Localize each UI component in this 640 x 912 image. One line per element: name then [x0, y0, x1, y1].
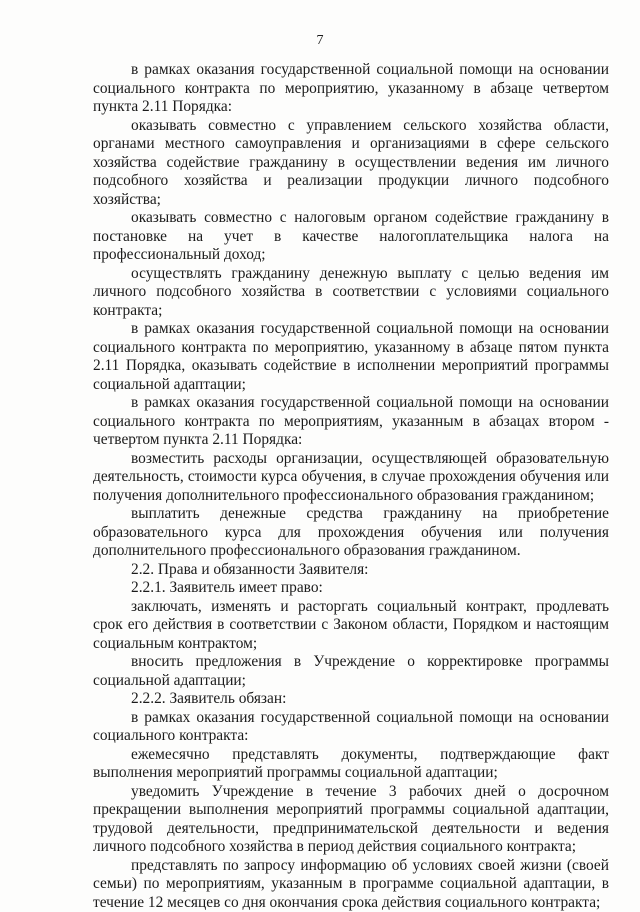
paragraph: в рамках оказания государственной социальной помощи на основании социального контракта:: [93, 709, 609, 746]
section-heading: 2.2. Права и обязанности Заявителя:: [93, 561, 609, 580]
paragraph: ежемесячно представлять документы, подтверждающие факт выполнения мероприятий программы социальной адаптации;: [93, 746, 609, 783]
paragraph: оказывать совместно с налоговым органом содействие гражданину в постановке на учет в качестве налогоплательщика налога на профессиональный доход;: [93, 209, 609, 265]
paragraph: в рамках оказания государственной социальной помощи на основании социального контракта по мероприятиям, указанным в абзацах втором - четвертом пункта 2.11 Порядка:: [93, 394, 609, 450]
paragraph: представлять по запросу информацию об условиях своей жизни (своей семьи) по мероприятиям, указанным в программе социальной адаптации, в течение 12 месяцев со дня окончания срока действия социального контракта;: [93, 857, 609, 912]
page-number: 7: [0, 33, 640, 49]
paragraph: вносить предложения в Учреждение о корректировке программы социальной адаптации;: [93, 653, 609, 690]
subsection-heading: 2.2.1. Заявитель имеет право:: [93, 579, 609, 598]
paragraph: возместить расходы организации, осуществляющей образовательную деятельность, стоимости курса обучения, в случае прохождения обучения или получения дополнительного профессионального образования гражданином;: [93, 450, 609, 506]
paragraph: выплатить денежные средства гражданину на приобретение образовательного курса для прохождения обучения или получения дополнительного профессионального образования гражданином.: [93, 505, 609, 561]
document-body: [93, 61, 609, 912]
paragraph: оказывать совместно с управлением сельского хозяйства области, органами местного самоуправления и организациями в сфере сельского хозяйства содействие гражданину в осуществлении ведения им личного подсобного хозяйства и реализации продукции личного подсобного хозяйства;: [93, 117, 609, 210]
paragraph: осуществлять гражданину денежную выплату с целью ведения им личного подсобного хозяйства в соответствии с условиями социального контракта;: [93, 265, 609, 321]
paragraph: уведомить Учреждение в течение 3 рабочих дней о досрочном прекращении выполнения мероприятий программы социальной адаптации, трудовой деятельности, предпринимательской деятельности и ведения личного подсобного хозяйства в период действия социального контракта;: [93, 783, 609, 857]
paragraph: в рамках оказания государственной социальной помощи на основании социального контракта по мероприятию, указанному в абзаце пятом пункта 2.11 Порядка, оказывать содействие в исполнении мероприятий программы социальной адаптации;: [93, 320, 609, 394]
paragraph: заключать, изменять и расторгать социальный контракт, продлевать срок его действия в соответствии с Законом области, Порядком и настоящим социальным контрактом;: [93, 598, 609, 654]
paragraph: в рамках оказания государственной социальной помощи на основании социального контракта по мероприятию, указанному в абзаце четвертом пункта 2.11 Порядка:: [93, 61, 609, 117]
subsection-heading: 2.2.2. Заявитель обязан:: [93, 690, 609, 709]
